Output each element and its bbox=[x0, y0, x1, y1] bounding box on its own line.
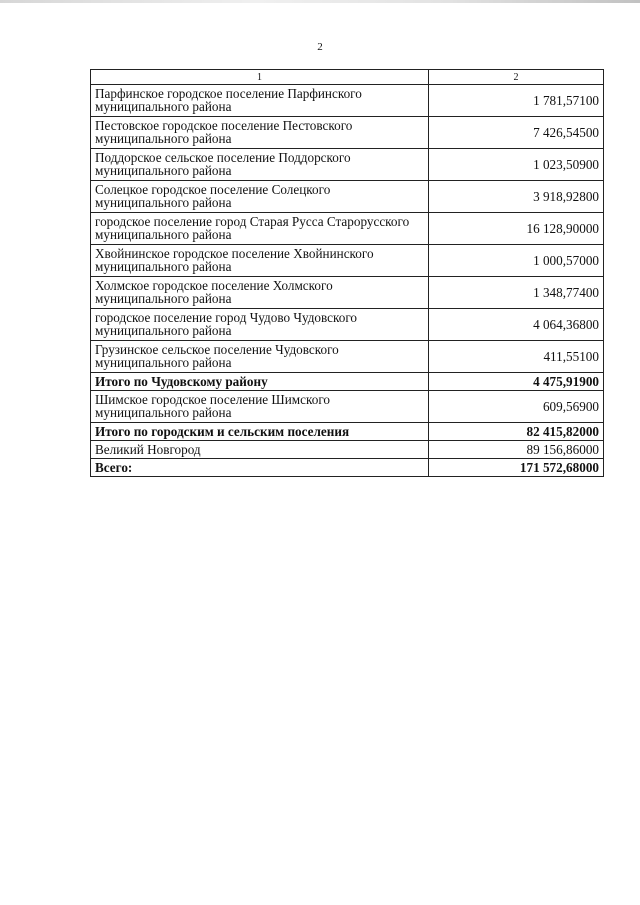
row-name: Шимское городское поселение Шимского муниципального района bbox=[91, 391, 429, 423]
row-name: Хвойнинское городское поселение Хвойнинского муниципального района bbox=[91, 245, 429, 277]
table-row bbox=[91, 245, 604, 277]
row-name: Пестовское городское поселение Пестовского муниципального района bbox=[91, 117, 429, 149]
table-row bbox=[91, 149, 604, 181]
row-value: 89 156,86000 bbox=[429, 441, 604, 459]
row-value: 1 000,57000 bbox=[429, 245, 604, 277]
row-name: Итого по Чудовскому району bbox=[91, 373, 429, 391]
row-value: 609,56900 bbox=[429, 391, 604, 423]
column-header-1: 1 bbox=[91, 70, 429, 85]
row-value: 4 475,91900 bbox=[429, 373, 604, 391]
subtotal-row bbox=[91, 423, 604, 441]
row-name: Грузинское сельское поселение Чудовского муниципального района bbox=[91, 341, 429, 373]
row-value: 1 023,50900 bbox=[429, 149, 604, 181]
row-value: 171 572,68000 bbox=[429, 459, 604, 477]
table-row bbox=[91, 341, 604, 373]
row-name: Поддорское сельское поселение Поддорского муниципального района bbox=[91, 149, 429, 181]
table-row bbox=[91, 277, 604, 309]
page-number: 2 bbox=[317, 41, 323, 53]
row-value: 3 918,92800 bbox=[429, 181, 604, 213]
row-name: городское поселение город Чудово Чудовского муниципального района bbox=[91, 309, 429, 341]
column-header-2: 2 bbox=[429, 70, 604, 85]
row-value: 16 128,90000 bbox=[429, 213, 604, 245]
row-name: Солецкое городское поселение Солецкого муниципального района bbox=[91, 181, 429, 213]
header-row bbox=[91, 70, 604, 85]
table-row bbox=[91, 213, 604, 245]
row-value: 7 426,54500 bbox=[429, 117, 604, 149]
budget-table bbox=[90, 69, 604, 477]
scan-edge bbox=[0, 0, 640, 3]
row-name: Холмское городское поселение Холмского муниципального района bbox=[91, 277, 429, 309]
row-name: Парфинское городское поселение Парфинского муниципального района bbox=[91, 85, 429, 117]
row-name: Великий Новгород bbox=[91, 441, 429, 459]
table-row bbox=[91, 85, 604, 117]
row-value: 4 064,36800 bbox=[429, 309, 604, 341]
row-value: 1 348,77400 bbox=[429, 277, 604, 309]
row-name: Итого по городским и сельским поселения bbox=[91, 423, 429, 441]
grand-total-row bbox=[91, 459, 604, 477]
table-row bbox=[91, 441, 604, 459]
table-row bbox=[91, 117, 604, 149]
row-name: городское поселение город Старая Русса Старорусского муниципального района bbox=[91, 213, 429, 245]
row-name: Всего: bbox=[91, 459, 429, 477]
row-value: 1 781,57100 bbox=[429, 85, 604, 117]
table-row bbox=[91, 391, 604, 423]
table-row bbox=[91, 309, 604, 341]
row-value: 82 415,82000 bbox=[429, 423, 604, 441]
subtotal-row bbox=[91, 373, 604, 391]
row-value: 411,55100 bbox=[429, 341, 604, 373]
table-row bbox=[91, 181, 604, 213]
